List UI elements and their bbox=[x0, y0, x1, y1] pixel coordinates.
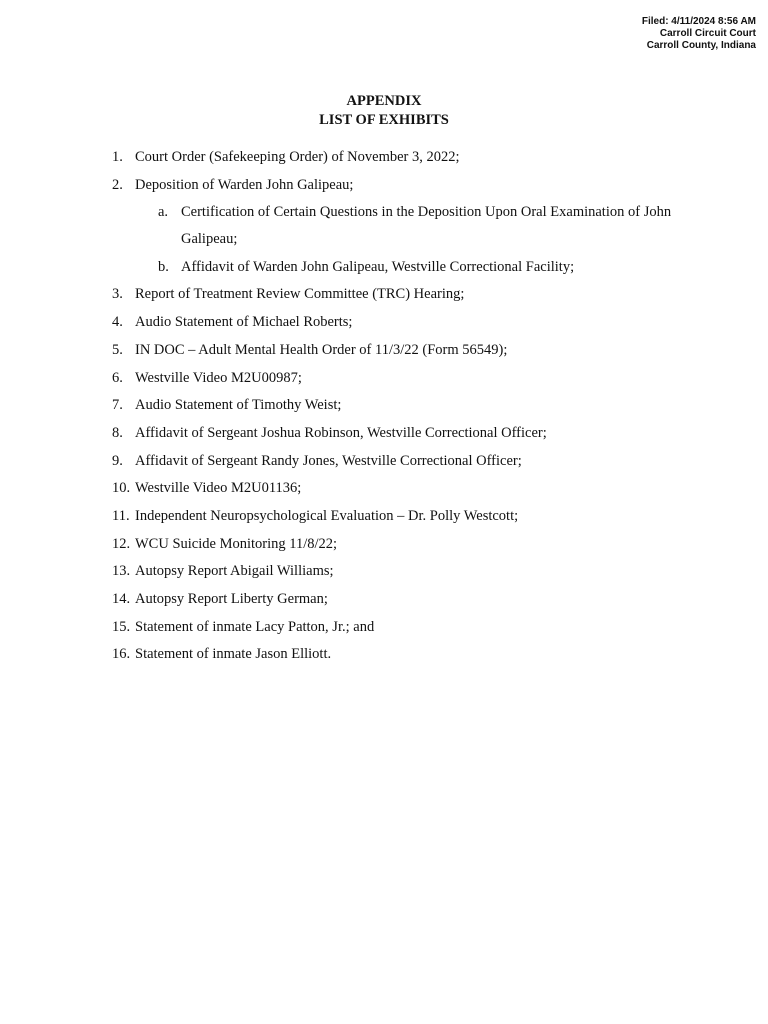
exhibit-item bbox=[112, 421, 712, 449]
document-heading bbox=[0, 92, 768, 130]
exhibit-number: 10. bbox=[112, 480, 131, 497]
page-title: APPENDIX bbox=[346, 93, 422, 109]
exhibit-text: Audio Statement of Timothy Weist; bbox=[135, 397, 342, 414]
exhibit-text: Audio Statement of Michael Roberts; bbox=[135, 314, 353, 331]
filing-court: Carroll Circuit Court bbox=[659, 28, 756, 39]
exhibit-number: 14. bbox=[112, 591, 131, 608]
filing-county: Carroll County, Indiana bbox=[646, 40, 756, 51]
exhibit-text: WCU Suicide Monitoring 11/8/22; bbox=[135, 535, 338, 552]
exhibit-subitem-text: Certification of Certain Questions in the Deposition Upon Oral Examination of John Galipeau; bbox=[181, 204, 672, 248]
exhibit-item bbox=[112, 532, 712, 560]
exhibit-text: Report of Treatment Review Committee (TRC) Hearing; bbox=[135, 286, 465, 303]
exhibit-item bbox=[112, 559, 712, 587]
exhibit-subitem-letter: b. bbox=[158, 258, 169, 275]
exhibit-text: Affidavit of Sergeant Randy Jones, Westville Correctional Officer; bbox=[135, 452, 522, 469]
exhibit-subitem-text: Affidavit of Warden John Galipeau, Westville Correctional Facility; bbox=[181, 258, 575, 275]
exhibit-text: Westville Video M2U01136; bbox=[135, 480, 302, 497]
exhibit-item bbox=[112, 282, 712, 310]
exhibit-item bbox=[112, 366, 712, 394]
exhibit-number: 13. bbox=[112, 563, 131, 580]
exhibit-text: Court Order (Safekeeping Order) of November 3, 2022; bbox=[135, 149, 460, 165]
exhibit-text: IN DOC – Adult Mental Health Order of 11/3/22 (Form 56549); bbox=[135, 341, 508, 358]
exhibit-item bbox=[112, 615, 712, 643]
page-subtitle: LIST OF EXHIBITS bbox=[319, 112, 449, 128]
exhibit-number: 15. bbox=[112, 618, 131, 635]
exhibit-number: 6. bbox=[112, 369, 123, 386]
exhibit-item bbox=[112, 449, 712, 477]
exhibit-number: 3. bbox=[112, 286, 123, 303]
exhibit-text: Affidavit of Sergeant Joshua Robinson, Westville Correctional Officer; bbox=[135, 424, 547, 441]
exhibit-text: Statement of inmate Jason Elliott. bbox=[135, 646, 332, 663]
exhibit-text: Westville Video M2U00987; bbox=[135, 369, 302, 386]
exhibit-number: 7. bbox=[112, 397, 123, 414]
exhibit-item bbox=[112, 587, 712, 615]
exhibit-text: Independent Neuropsychological Evaluation – Dr. Polly Westcott; bbox=[135, 507, 519, 524]
exhibit-number: 9. bbox=[112, 452, 123, 469]
exhibit-number: 11. bbox=[112, 507, 130, 524]
exhibit-text: Statement of inmate Lacy Patton, Jr.; and bbox=[135, 618, 375, 635]
exhibit-item bbox=[112, 173, 712, 201]
exhibit-item bbox=[112, 145, 712, 173]
exhibit-subitem-letter: a. bbox=[158, 204, 169, 221]
exhibit-text: Autopsy Report Liberty German; bbox=[135, 591, 328, 608]
exhibit-number: 8. bbox=[112, 424, 123, 441]
exhibit-number: 12. bbox=[112, 535, 131, 552]
filing-stamp bbox=[642, 16, 756, 52]
exhibit-text: Autopsy Report Abigail Williams; bbox=[135, 563, 334, 580]
exhibit-number: 2. bbox=[112, 176, 123, 193]
exhibit-item bbox=[112, 393, 712, 421]
exhibit-number: 5. bbox=[112, 341, 123, 358]
exhibit-text: Deposition of Warden John Galipeau; bbox=[135, 176, 354, 193]
exhibit-list bbox=[112, 145, 712, 670]
exhibit-item bbox=[112, 476, 712, 504]
filing-date: Filed: 4/11/2024 8:56 AM bbox=[641, 16, 756, 27]
exhibit-number: 4. bbox=[112, 314, 123, 331]
exhibit-subitem bbox=[158, 255, 712, 283]
exhibit-subitem bbox=[158, 200, 712, 254]
exhibit-number: 1. bbox=[112, 149, 123, 165]
exhibit-number: 16. bbox=[112, 646, 131, 663]
exhibit-item bbox=[112, 504, 712, 532]
exhibit-item bbox=[112, 338, 712, 366]
exhibit-item bbox=[112, 310, 712, 338]
exhibit-item bbox=[112, 642, 712, 670]
